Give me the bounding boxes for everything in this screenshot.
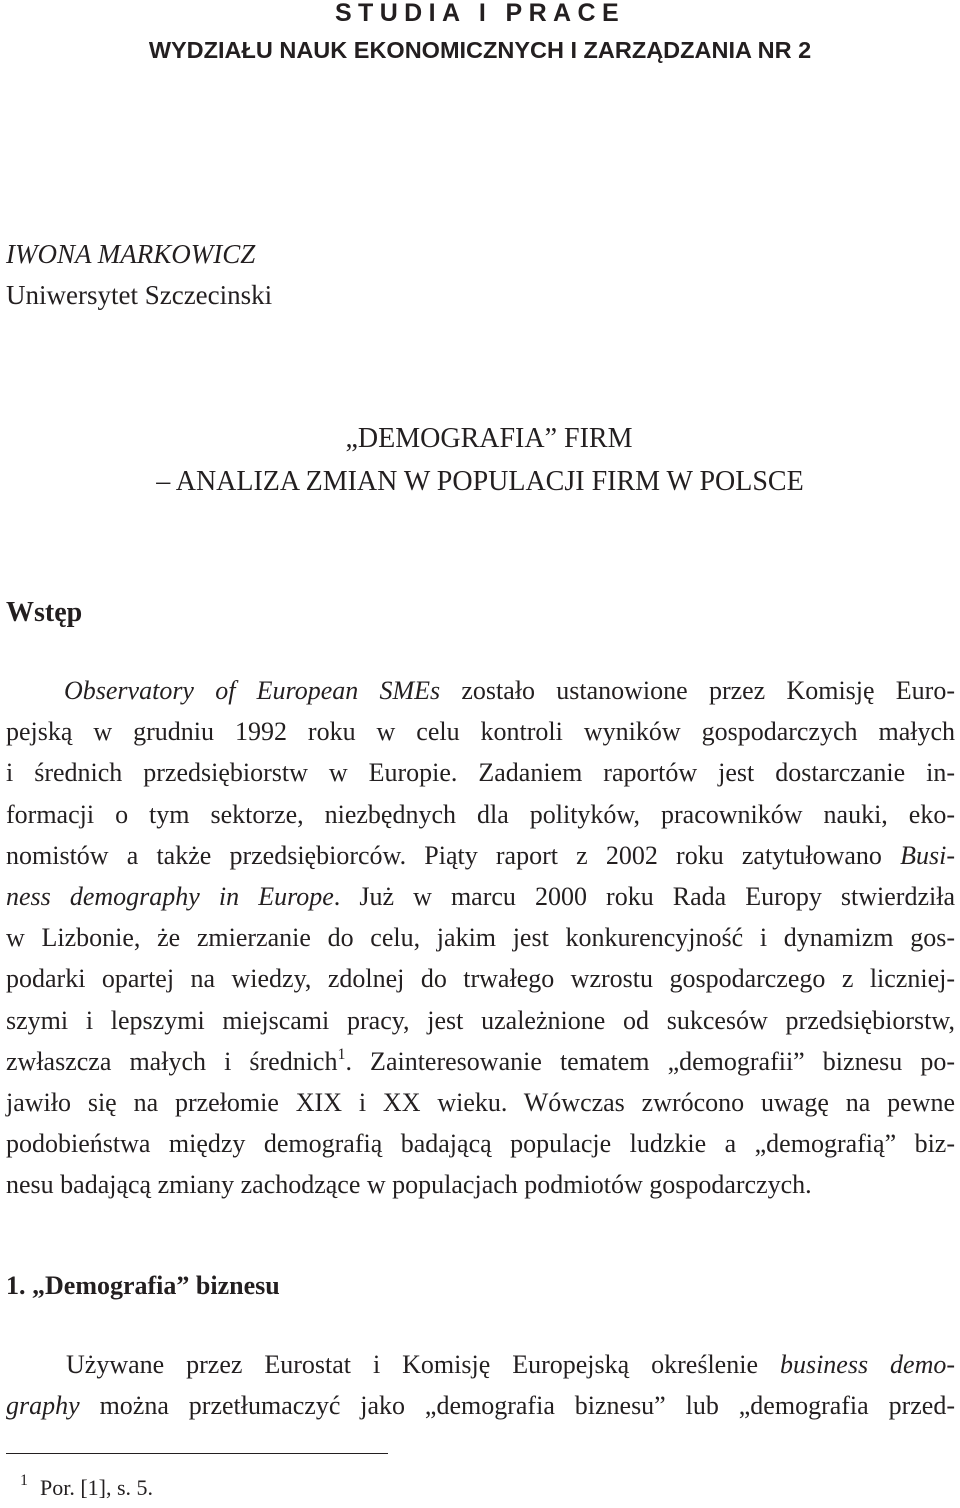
text-span: Busi-	[900, 840, 955, 870]
footnote-ref: 1	[337, 1045, 346, 1063]
text-line	[6, 835, 955, 876]
section-heading-1: 1. „Demografia” biznesu	[6, 1271, 280, 1300]
text-span: ness demography in Europe	[6, 882, 334, 911]
text-span: podobieństwa między demografią badającą populacje ludzkie a „demografią” biz-	[6, 1129, 955, 1159]
article-title-line1: „DEMOGRAFIA” FIRM	[345, 423, 633, 454]
text-span: zostało ustanowione przez Komisję Euro-	[440, 676, 955, 705]
footnote-rule	[6, 1453, 388, 1454]
article-title-line2: – ANALIZA ZMIAN W POPULACJI FIRM W POLSCE	[156, 466, 804, 497]
text-span: . Zainteresowanie tematem „demografii” biznesu po-	[345, 1046, 955, 1076]
text-line	[6, 958, 955, 999]
series-subtitle: WYDZIAŁU NAUK EKONOMICZNYCH I ZARZĄDZANIA NR 2	[148, 37, 812, 63]
text-line	[6, 1385, 955, 1426]
footnote-mark: 1	[20, 1472, 28, 1489]
text-span: w Lizbonie, że zmierzanie do celu, jakim jest konkurencyjność i dynamizm gos-	[6, 923, 955, 953]
author-name: IWONA MARKOWICZ	[6, 239, 256, 269]
section-heading-intro: Wstęp	[6, 597, 83, 628]
text-span: zwłaszcza małych i średnich	[6, 1046, 338, 1076]
text-line	[6, 876, 955, 917]
text-line	[6, 711, 955, 752]
text-line	[6, 1041, 955, 1082]
series-title: STUDIA I PRACE	[334, 0, 626, 27]
text-span: jawiło się na przełomie XIX i XX wieku. Wówczas zwrócono uwagę na pewne	[6, 1088, 955, 1117]
text-span: Observatory of European SMEs	[64, 676, 441, 705]
text-span: Używane przez Eurostat i Komisję Europejską określenie	[66, 1350, 780, 1379]
text-span: graphy	[6, 1391, 80, 1420]
footnote	[20, 1473, 153, 1503]
text-line	[6, 752, 955, 793]
text-line	[6, 1082, 955, 1123]
text-span: formacji o tym sektorze, niezbędnych dla polityków, pracowników nauki, eko-	[6, 799, 955, 829]
text-span: szymi i lepszymi miejscami pracy, jest uzależnione od sukcesów przedsiębiorstw,	[6, 1005, 955, 1035]
text-span: nesu badającą zmiany zachodzące w populacjach podmiotów gospodarczych.	[6, 1170, 812, 1200]
text-line	[6, 917, 955, 958]
text-span: business demo-	[779, 1350, 956, 1379]
text-line	[6, 1000, 955, 1041]
text-line	[6, 794, 955, 835]
text-span: nomistów a także przedsiębiorców. Piąty raport z 2002 roku zatytułowano	[6, 840, 901, 870]
text-line	[6, 1123, 955, 1164]
text-line	[64, 670, 955, 711]
text-line	[6, 1164, 955, 1205]
text-span: . Już w marcu 2000 roku Rada Europy stwierdziła	[333, 882, 955, 911]
text-span: podarki opartej na wiedzy, zdolnej do trwałego wzrostu gospodarczego z liczniej-	[6, 964, 955, 994]
author-affiliation: Uniwersytet Szczecinski	[6, 280, 273, 310]
text-span: pejską w grudniu 1992 roku w celu kontroli wyników gospodarczych małych	[6, 717, 955, 747]
text-line	[66, 1344, 955, 1385]
text-span: można przetłumaczyć jako „demografia biznesu” lub „demografia przed-	[79, 1391, 955, 1420]
footnote-text: Por. [1], s. 5.	[40, 1475, 154, 1500]
text-span: i średnich przedsiębiorstw w Europie. Zadaniem raportów jest dostarczanie in-	[6, 758, 955, 788]
